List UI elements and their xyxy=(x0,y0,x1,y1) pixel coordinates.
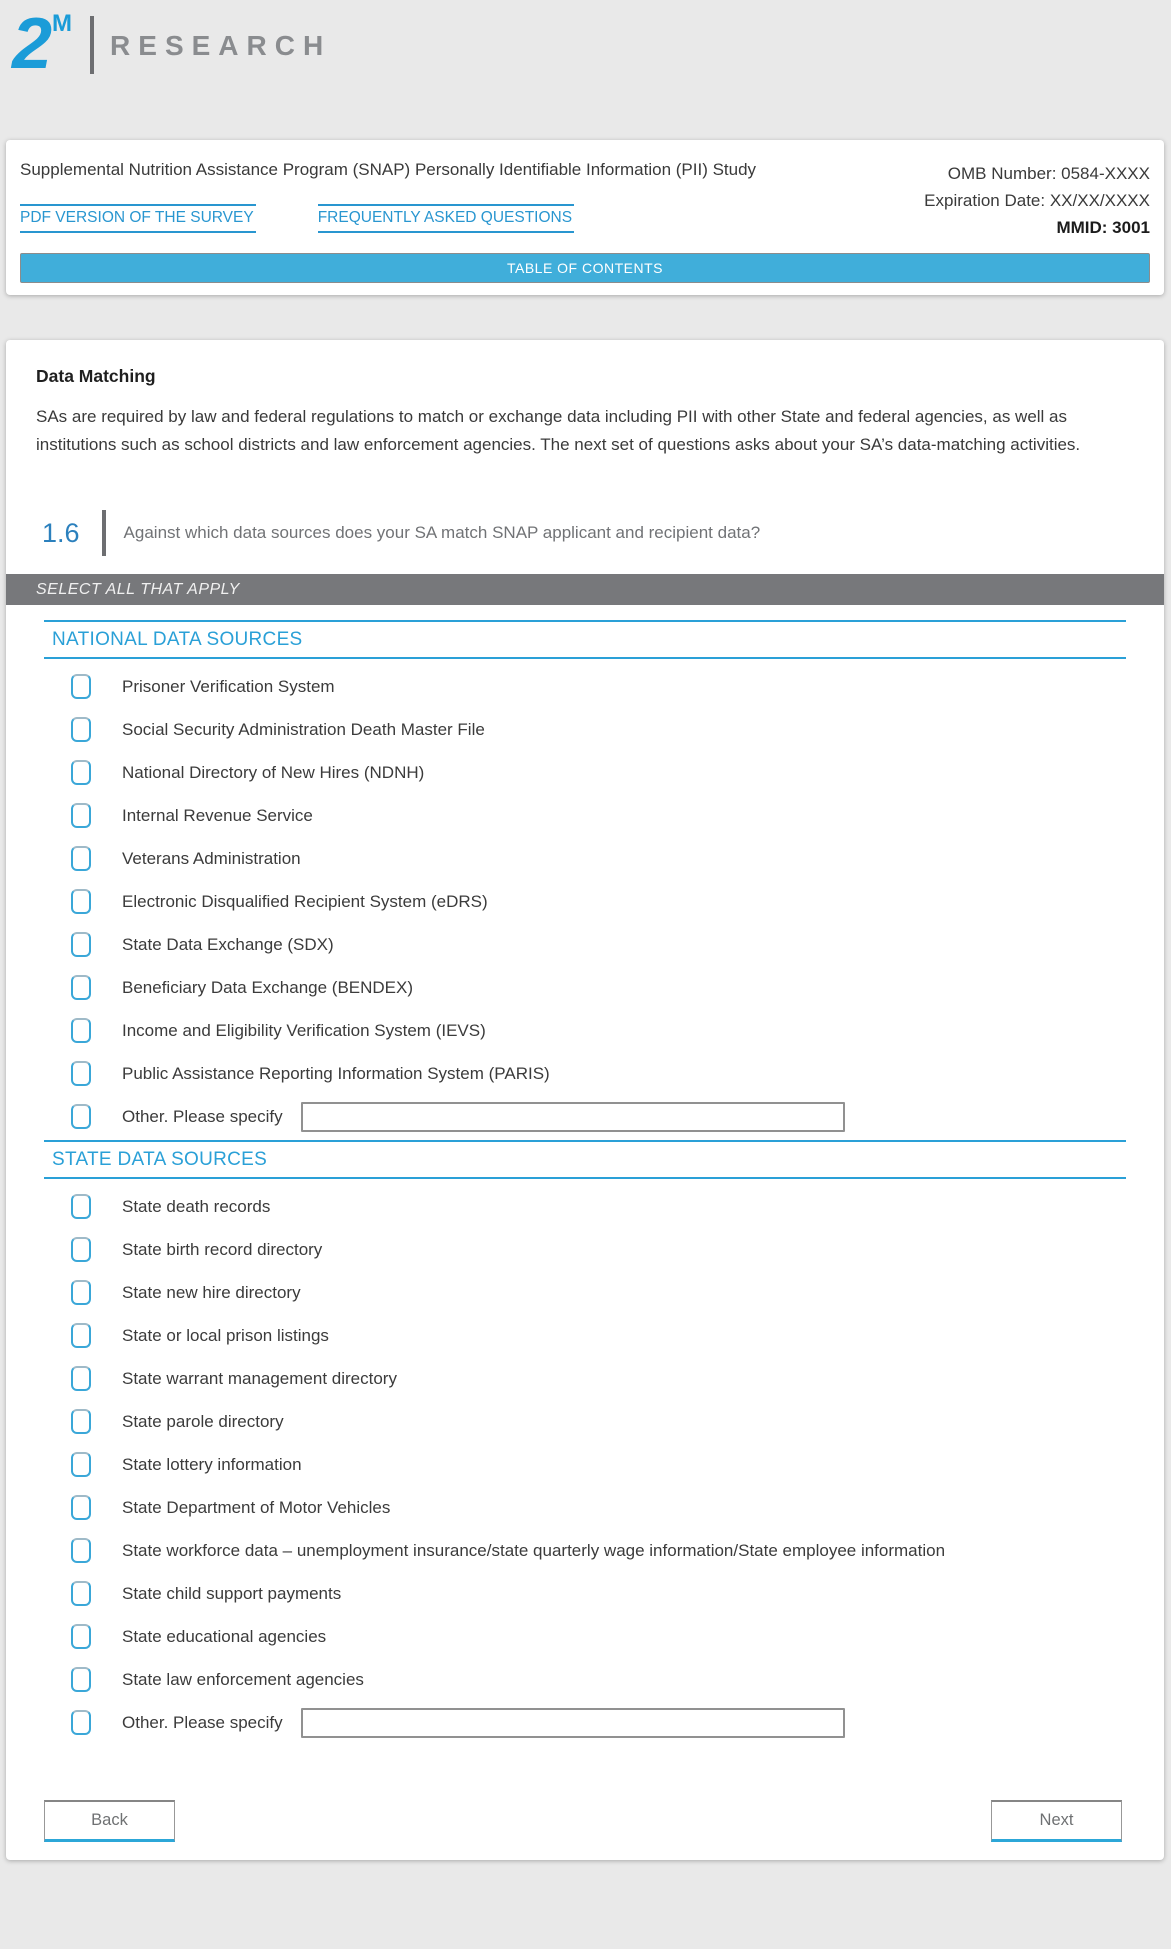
checkbox-label: State workforce data – unemployment insurance/state quarterly wage information/State employee information xyxy=(122,1540,946,1560)
checkbox-label: Social Security Administration Death Master File xyxy=(122,719,485,739)
checkbox[interactable] xyxy=(71,1323,91,1348)
checkbox-label: Income and Eligibility Verification System (IEVS) xyxy=(122,1020,486,1040)
checkbox-row xyxy=(44,1443,1126,1486)
nav-footer xyxy=(36,1800,1134,1844)
checkbox-label: Beneficiary Data Exchange (BENDEX) xyxy=(122,977,414,997)
checkbox-label: State new hire directory xyxy=(122,1282,301,1302)
checkbox[interactable] xyxy=(71,1495,91,1520)
checkbox[interactable] xyxy=(71,803,91,828)
logo-m: M xyxy=(52,10,73,37)
checkbox-label: State lottery information xyxy=(122,1454,302,1474)
checkbox-label: State parole directory xyxy=(122,1411,284,1431)
checkbox-label: Other. Please specify xyxy=(122,1106,283,1126)
checkbox-row xyxy=(44,1615,1126,1658)
national-checkbox-list xyxy=(44,659,1126,1138)
header-links xyxy=(20,204,756,233)
checkbox[interactable] xyxy=(71,1194,91,1219)
page-section-heading: Data Matching xyxy=(36,366,156,386)
checkbox[interactable] xyxy=(71,1624,91,1649)
next-button[interactable]: Next xyxy=(991,1800,1122,1842)
checkbox-row xyxy=(44,1572,1126,1615)
survey-header-card xyxy=(6,140,1164,295)
omb-number: OMB Number: 0584-XXXX xyxy=(947,164,1150,183)
other-specify-input[interactable] xyxy=(301,1708,845,1738)
checkbox-label: State warrant management directory xyxy=(122,1368,397,1388)
checkbox-row xyxy=(44,1228,1126,1271)
logo-divider xyxy=(90,16,94,74)
checkbox-row xyxy=(44,1052,1126,1095)
checkbox[interactable] xyxy=(71,674,91,699)
checkbox[interactable] xyxy=(71,1581,91,1606)
checkbox[interactable] xyxy=(71,1280,91,1305)
checkbox-row xyxy=(44,1095,1126,1138)
checkbox[interactable] xyxy=(71,1061,91,1086)
checkbox-label: State educational agencies xyxy=(122,1626,327,1646)
checkbox[interactable] xyxy=(71,975,91,1000)
checkbox-row xyxy=(44,708,1126,751)
checkbox-row xyxy=(44,880,1126,923)
survey-title: Supplemental Nutrition Assistance Program (SNAP) Personally Identifiable Information (PII) Study xyxy=(20,160,757,179)
checkbox[interactable] xyxy=(71,717,91,742)
checkbox-row xyxy=(44,1701,1126,1744)
checkbox-row xyxy=(44,1400,1126,1443)
checkbox-label: Other. Please specify xyxy=(122,1712,283,1732)
checkbox-label: State death records xyxy=(122,1196,271,1216)
checkbox[interactable] xyxy=(71,1452,91,1477)
checkbox-row xyxy=(44,1185,1126,1228)
checkbox-label: State or local prison listings xyxy=(122,1325,329,1345)
checkbox-row xyxy=(44,794,1126,837)
checkbox-row xyxy=(44,1314,1126,1357)
question-text: Against which data sources does your SA match SNAP applicant and recipient data? xyxy=(123,523,761,542)
checkbox-row xyxy=(44,665,1126,708)
checkbox-row xyxy=(44,923,1126,966)
question-row xyxy=(36,510,1134,556)
checkbox-label: State law enforcement agencies xyxy=(122,1669,364,1689)
checkbox[interactable] xyxy=(71,932,91,957)
logo-two: 2 xyxy=(12,4,51,84)
checkbox[interactable] xyxy=(71,846,91,871)
checkbox-row xyxy=(44,837,1126,880)
checkbox[interactable] xyxy=(71,1667,91,1692)
checkbox-row xyxy=(44,966,1126,1009)
select-all-note: SELECT ALL THAT APPLY xyxy=(6,574,1164,605)
checkbox-row xyxy=(44,1009,1126,1052)
back-button[interactable]: Back xyxy=(44,1800,175,1842)
checkbox-label: Electronic Disqualified Recipient System (eDRS) xyxy=(122,891,488,911)
mmid: MMID: 3001 xyxy=(1056,218,1150,237)
question-card xyxy=(6,340,1164,1860)
checkbox-label: Public Assistance Reporting Information System (PARIS) xyxy=(122,1063,550,1083)
checkbox-row xyxy=(44,751,1126,794)
checkbox[interactable] xyxy=(71,889,91,914)
checkbox-label: State child support payments xyxy=(122,1583,342,1603)
pdf-version-link[interactable]: PDF VERSION OF THE SURVEY xyxy=(20,204,256,233)
checkbox-row xyxy=(44,1271,1126,1314)
checkbox[interactable] xyxy=(71,1104,91,1129)
checkbox-label: National Directory of New Hires (NDNH) xyxy=(122,762,425,782)
question-divider xyxy=(102,510,106,556)
checkbox[interactable] xyxy=(71,1366,91,1391)
group-title-state: STATE DATA SOURCES xyxy=(44,1140,1126,1179)
checkbox[interactable] xyxy=(71,1018,91,1043)
checkbox[interactable] xyxy=(71,760,91,785)
checkbox-label: Prisoner Verification System xyxy=(122,676,335,696)
logo-wordmark: RESEARCH xyxy=(110,30,332,61)
group-state-data-sources xyxy=(44,1140,1126,1744)
checkbox[interactable] xyxy=(71,1538,91,1563)
checkbox-row xyxy=(44,1357,1126,1400)
checkbox-row xyxy=(44,1486,1126,1529)
checkbox-label: State birth record directory xyxy=(122,1239,323,1259)
intro-paragraph: SAs are required by law and federal regulations to match or exchange data including PII with other State and federal agencies, as well as institutions such as school districts and law enforcement agencies. The next set of questions asks about your SA’s data-matching activities. xyxy=(36,407,1081,454)
checkbox[interactable] xyxy=(71,1409,91,1434)
table-of-contents-button[interactable]: TABLE OF CONTENTS xyxy=(20,253,1150,283)
group-national-data-sources xyxy=(44,620,1126,1138)
logo-2m-icon xyxy=(12,4,73,84)
logo xyxy=(0,0,1171,130)
group-title-national: NATIONAL DATA SOURCES xyxy=(44,620,1126,659)
expiration-date: Expiration Date: XX/XX/XXXX xyxy=(924,191,1150,210)
checkbox-label: Internal Revenue Service xyxy=(122,805,313,825)
checkbox[interactable] xyxy=(71,1710,91,1735)
other-specify-input[interactable] xyxy=(301,1102,845,1132)
faq-link[interactable]: FREQUENTLY ASKED QUESTIONS xyxy=(318,204,574,233)
checkbox-label: State Data Exchange (SDX) xyxy=(122,934,334,954)
state-checkbox-list xyxy=(44,1179,1126,1744)
checkbox-label: State Department of Motor Vehicles xyxy=(122,1497,391,1517)
checkbox-row xyxy=(44,1658,1126,1701)
checkbox[interactable] xyxy=(71,1237,91,1262)
checkbox-row xyxy=(44,1529,1126,1572)
checkbox-label: Veterans Administration xyxy=(122,848,301,868)
question-number: 1.6 xyxy=(42,517,80,548)
